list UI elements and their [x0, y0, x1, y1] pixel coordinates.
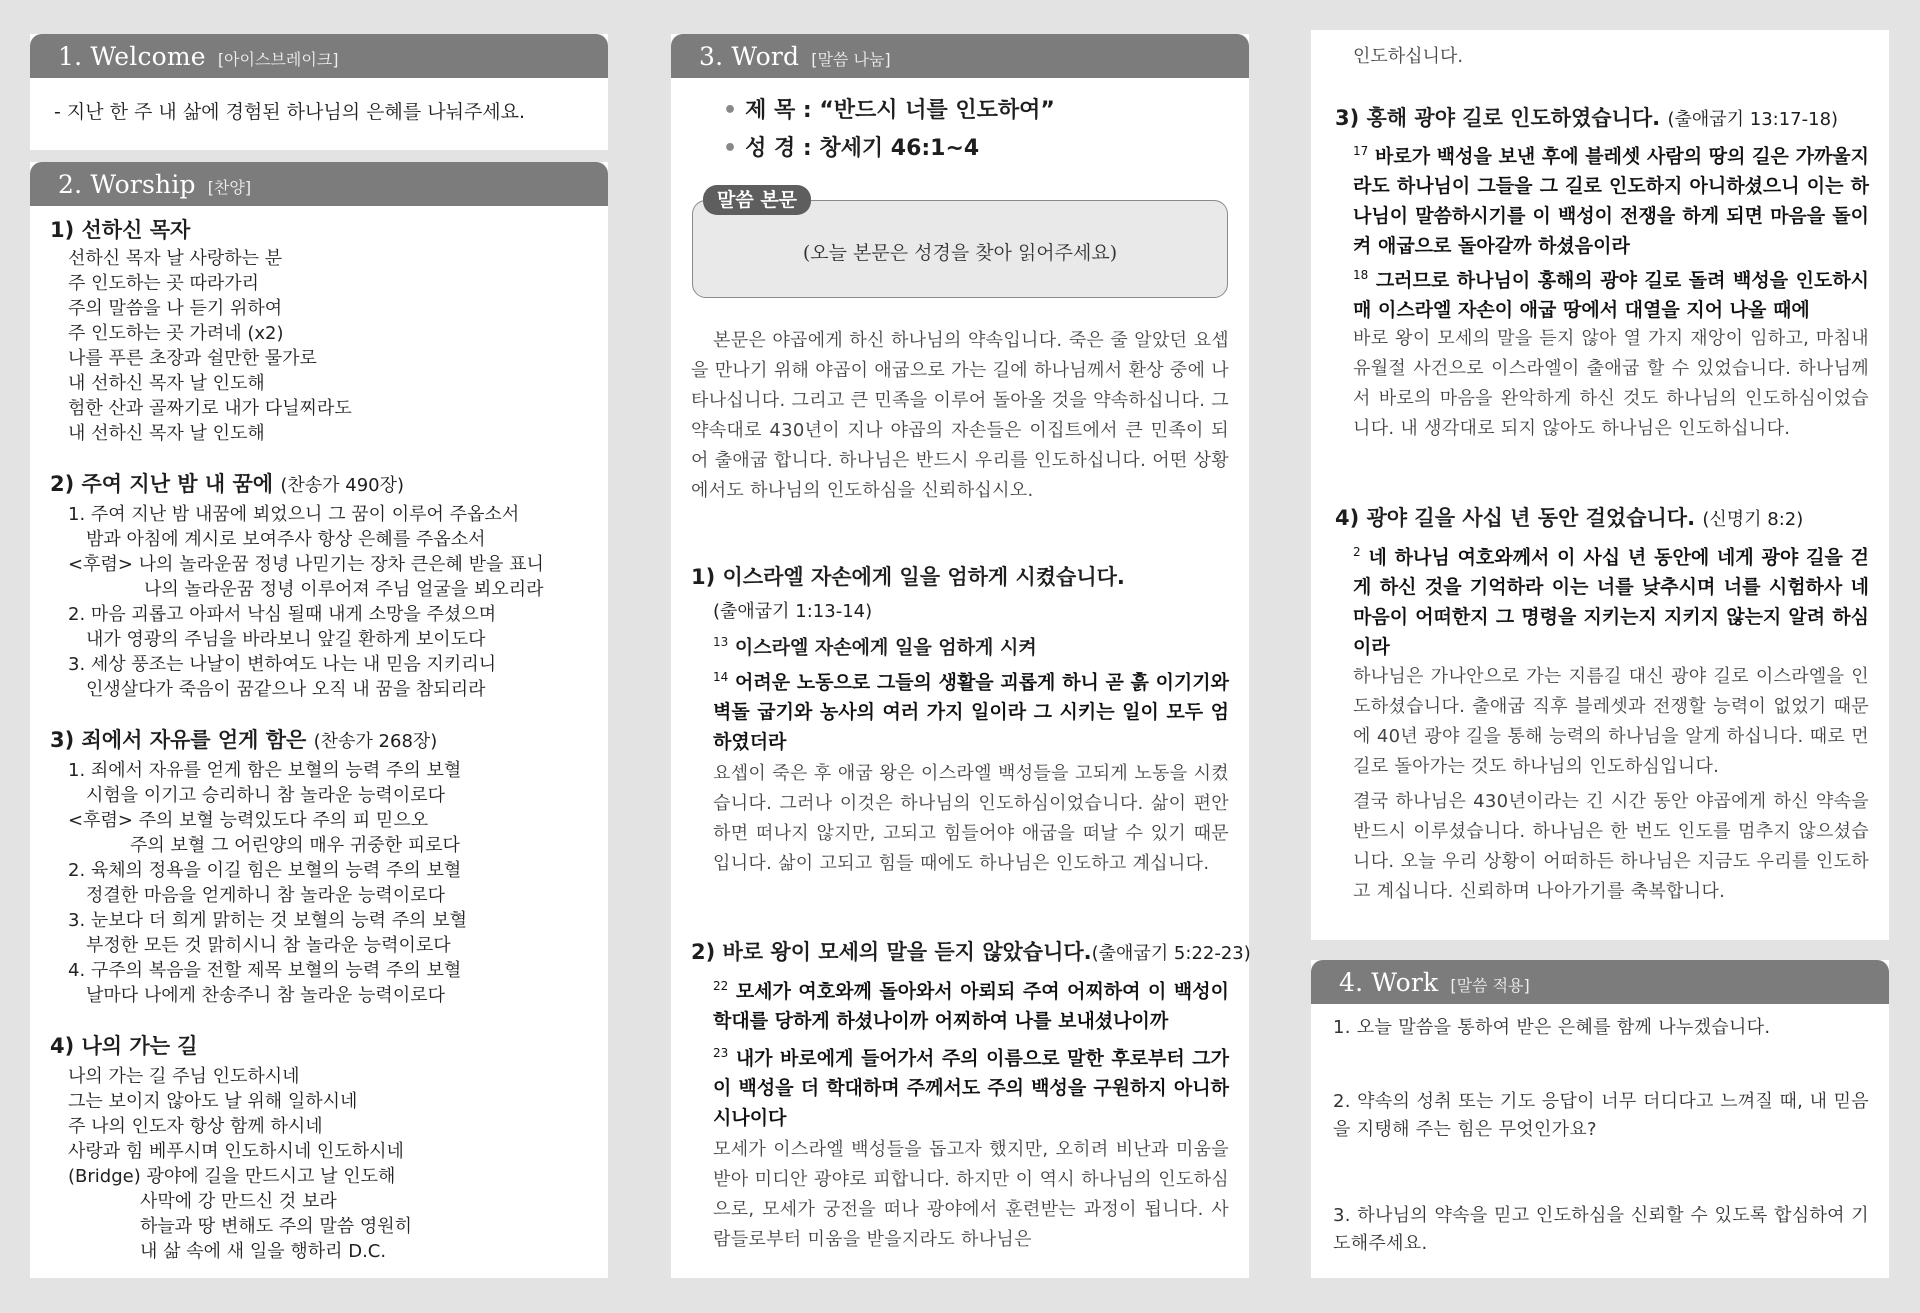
song-line: 3. 눈보다 더 희게 맑히는 것 보혈의 능력 주의 보혈	[68, 910, 468, 931]
work-item: 3. 하나님의 약속을 믿고 인도하심을 신뢰할 수 있도록 합심하여 기도해주세요.	[1333, 1205, 1869, 1254]
song-line: 그는 보이지 않아도 날 위해 일하시네	[68, 1091, 358, 1112]
song-heading: 4) 나의 가는 길	[50, 1034, 198, 1058]
verse: $^{23}$ 내가 바로에게 들어가서 주의 이름으로 말한 후로부터 그가 이 백성을 더 학대하며 주께서도 주의 백성을 구원하지 아니하시나이다	[713, 1046, 1229, 1130]
song-line: 2. 육체의 정욕을 이길 힘은 보혈의 능력 주의 보혈	[68, 860, 462, 881]
song-line: 내 선하신 목자 날 인도해	[68, 373, 265, 394]
sermon-title: • 제 목 : “반드시 너를 인도하여”	[723, 98, 1055, 123]
song-line: 1. 주여 지난 밤 내꿈에 뵈었으니 그 꿈이 이루어 주옵소서	[68, 504, 520, 525]
point-ref: (출애굽기 1:13-14)	[713, 601, 873, 622]
song-line: 3. 세상 풍조는 나날이 변하여도 나는 내 믿음 지키리니	[68, 654, 497, 675]
verse: $^{18}$ 그러므로 하나님이 홍해의 광야 길로 돌려 백성을 인도하시매 이스라엘 자손이 애굽 땅에서 대열을 지어 나올 때에	[1353, 268, 1869, 322]
song-ref: (찬송가 490장)	[280, 475, 405, 496]
point-body: 모세가 이스라엘 백성들을 돕고자 했지만, 오히려 비난과 미움을 받아 미디안 광야로 피합니다. 하지만 이 역시 하나님의 인도하심으로, 모세가 궁전을 떠나 광야에서 훈련받는 과정이 됩니다. 사람들로부터 미움을 받을지라도 하나님은	[713, 1139, 1229, 1250]
song-line: 나를 푸른 초장과 쉴만한 물가로	[68, 348, 317, 369]
song-title: 3) 죄에서 자유를 얻게 함은	[50, 728, 307, 752]
point-body: 요셉이 죽은 후 애굽 왕은 이스라엘 백성들을 고되게 노동을 시켰습니다. 그러나 이것은 하나님의 인도하심이었습니다. 삶이 편안하면 떠나지 않지만, 고되고 힘들어야 애굽을 떠날 수 있기 때문입니다. 삶이 고되고 힘들 때에도 하나님은 인도하고 계십니다.	[713, 763, 1229, 874]
point-heading: 3) 홍해 광야 길로 인도하였습니다. (출애굽기 13:17-18)	[1335, 106, 1839, 130]
song-heading	[50, 728, 437, 754]
word-header	[671, 34, 1249, 78]
work-item: 2. 약속의 성취 또는 기도 응답이 너무 더디다고 느껴질 때, 내 믿음을 지탱해 주는 힘은 무엇인가요?	[1333, 1091, 1869, 1140]
welcome-text: - 지난 한 주 내 삶에 경험된 하나님의 은혜를 나눠주세요.	[54, 101, 526, 123]
word-title: 3. Word	[699, 42, 800, 71]
song-line: 밤과 아침에 계시로 보여주사 항상 은혜를 주옵소서	[86, 529, 486, 550]
song-line: 하늘과 땅 변해도 주의 말씀 영원히	[140, 1216, 413, 1237]
song-line: 험한 산과 골짜기로 내가 다닐찌라도	[68, 398, 352, 419]
point-body: 하나님은 가나안으로 가는 지름길 대신 광야 길로 이스라엘을 인도하셨습니다. 출애굽 직후 블레셋과 전쟁할 능력이 없었기 때문에 40년 광야 길을 통해 능력의 하나님을 알게 하십니다. 때로 먼 길로 돌아가는 것도 하나님의 인도하심입니다.	[1353, 666, 1869, 777]
song-line: 인생살다가 죽음이 꿈같으나 오직 내 꿈을 참되리라	[86, 679, 486, 700]
song-line: 사랑과 힘 베푸시며 인도하시네 인도하시네	[68, 1141, 404, 1162]
song-line: 주 인도하는 곳 따라가리	[68, 273, 260, 294]
song-line: 주 나의 인도자 항상 함께 하시네	[68, 1116, 323, 1137]
worship-header	[30, 162, 608, 206]
song-line: 4. 구주의 복음을 전할 제목 보혈의 능력 주의 보혈	[68, 960, 462, 981]
point-heading: 2) 바로 왕이 모세의 말을 듣지 않았습니다.(출애굽기 5:22-23)	[691, 940, 1251, 964]
song-line: 날마다 나에게 찬송주니 참 놀라운 능력이로다	[86, 985, 445, 1006]
continued-text: 인도하십니다.	[1353, 46, 1464, 67]
point-heading: 4) 광야 길을 사십 년 동안 걸었습니다. (신명기 8:2)	[1335, 506, 1804, 530]
point-body: 바로 왕이 모세의 말을 듣지 않아 열 가지 재앙이 임하고, 마침내 유월절 사건으로 이스라엘이 출애굽 할 수 있었습니다. 하나님께서 바로의 마음을 완악하게 하신 것도 하나님의 인도하심이었습니다. 내 생각대로 되지 않아도 하나님은 인도하십니다.	[1353, 328, 1869, 439]
welcome-header	[30, 34, 608, 78]
song-line: 사막에 강 만드신 것 보라	[140, 1191, 337, 1212]
intro-paragraph: 본문은 야곱에게 하신 하나님의 약속입니다. 죽은 줄 알았던 요셉을 만나기 위해 야곱이 애굽으로 가는 길에 하나님께서 환상 중에 나타나십니다. 그리고 큰 민족을 이루어 돌아올 것을 약속하십니다. 그 약속대로 430년이 지나 야곱의 자손들은 이집트에서 큰 민족이 되어 출애굽 합니다. 하나님은 반드시 우리를 인도하십니다. 어떤 상황에서도 하나님의 인도하심을 신뢰하십시오.	[691, 330, 1229, 501]
worship-section	[30, 162, 608, 1278]
song-line: 부정한 모든 것 맑히시니 참 놀라운 능력이로다	[86, 935, 451, 956]
verse: $^{14}$ 어려운 노동으로 그들의 생활을 괴롭게 하니 곧 흙 이기기와 벽돌 굽기와 농사의 여러 가지 일이라 그 시키는 일이 모두 엄하였더라	[713, 670, 1229, 754]
worship-subtitle: [찬양]	[207, 178, 252, 197]
point-body: 결국 하나님은 430년이라는 긴 시간 동안 야곱에게 하신 약속을 반드시 이루셨습니다. 하나님은 한 번도 인도를 멈추지 않으셨습니다. 오늘 우리 상황이 어떠하든 하나님은 지금도 우리를 인도하고 계십니다. 신뢰하며 나아가기를 축복합니다.	[1353, 791, 1869, 902]
verse: $^2$ 네 하나님 여호와께서 이 사십 년 동안에 네게 광야 길을 걷게 하신 것을 기억하라 이는 너를 낮추시며 너를 시험하사 네 마음이 어떠한지 그 명령을 지키는지 지키지 않는지 알려 하심이라	[1353, 545, 1869, 659]
work-item: 1. 오늘 말씀을 통하여 받은 은혜를 함께 나누겠습니다.	[1333, 1017, 1771, 1038]
welcome-subtitle: [아이스브레이크]	[217, 50, 339, 69]
song-line: 내 선하신 목자 날 인도해	[68, 423, 265, 444]
song-line: 나의 놀라운꿈 정녕 이루어져 주님 얼굴을 뵈오리라	[144, 579, 544, 600]
word-section	[671, 34, 1249, 1278]
word-continued	[1311, 30, 1889, 940]
verse: $^{22}$ 모세가 여호와께 돌아와서 아뢰되 주여 어찌하여 이 백성이 학대를 당하게 하셨나이까 어찌하여 나를 보내셨나이까	[713, 979, 1229, 1033]
worship-title: 2. Worship	[58, 170, 196, 199]
song-line: 주의 말씀을 나 듣기 위하여	[68, 298, 283, 319]
song-ref: (찬송가 268장)	[313, 731, 438, 752]
scripture-box-label: 말씀 본문	[703, 185, 811, 215]
song-line: 선하신 목자 날 사랑하는 분	[68, 248, 283, 269]
song-line: 주의 보혈 그 어린양의 매우 귀중한 피로다	[130, 835, 460, 856]
song-line: (Bridge) 광야에 길을 만드시고 날 인도해	[68, 1166, 396, 1187]
song-line: <후렴> 나의 놀라운꿈 정녕 나믿기는 장차 큰은혜 받을 표니	[68, 554, 544, 575]
song-line: 정결한 마음을 얻게하니 참 놀라운 능력이로다	[86, 885, 445, 906]
song-line: 2. 마음 괴롭고 아파서 낙심 될때 내게 소망을 주셨으며	[68, 604, 497, 625]
verse: $^{13}$ 이스라엘 자손에게 일을 엄하게 시켜	[713, 635, 1037, 659]
word-subtitle: [말씀 나눔]	[811, 50, 891, 69]
work-section	[1311, 960, 1889, 1278]
song-line: 나의 가는 길 주님 인도하시네	[68, 1066, 300, 1087]
song-line: 1. 죄에서 자유를 얻게 함은 보혈의 능력 주의 보혈	[68, 760, 462, 781]
song-heading	[50, 472, 404, 498]
song-line: 내 삶 속에 새 일을 행하리 D.C.	[140, 1241, 387, 1262]
point-heading: 1) 이스라엘 자손에게 일을 엄하게 시켰습니다.	[691, 565, 1125, 589]
verse: $^{17}$ 바로가 백성을 보낸 후에 블레셋 사람의 땅의 길은 가까울지라도 하나님이 그들을 그 길로 인도하지 아니하셨으니 이는 하나님이 말씀하시기를 이 백성이 전쟁을 하게 되면 마음을 돌이켜 애굽으로 돌아갈까 하셨음이라	[1353, 144, 1869, 258]
scripture-ref: • 성 경 : 창세기 46:1~4	[723, 136, 980, 161]
work-subtitle: [말씀 적용]	[1450, 976, 1530, 995]
song-line: 주 인도하는 곳 가려네 (x2)	[68, 323, 284, 344]
song-heading: 1) 선하신 목자	[50, 218, 191, 242]
bullet-icon: •	[723, 136, 738, 161]
work-header	[1311, 960, 1889, 1004]
scripture-box-text: (오늘 본문은 성경을 찾아 읽어주세요)	[802, 242, 1118, 264]
song-line: <후렴> 주의 보혈 능력있도다 주의 피 믿으오	[68, 810, 429, 831]
work-title: 4. Work	[1339, 968, 1439, 997]
song-line: 시험을 이기고 승리하니 참 놀라운 능력이로다	[86, 785, 445, 806]
song-line: 내가 영광의 주님을 바라보니 앞길 환하게 보이도다	[86, 629, 486, 650]
bullet-icon: •	[723, 98, 738, 123]
song-title: 2) 주여 지난 밤 내 꿈에	[50, 472, 274, 496]
welcome-section	[30, 34, 608, 150]
welcome-title: 1. Welcome	[58, 42, 206, 71]
